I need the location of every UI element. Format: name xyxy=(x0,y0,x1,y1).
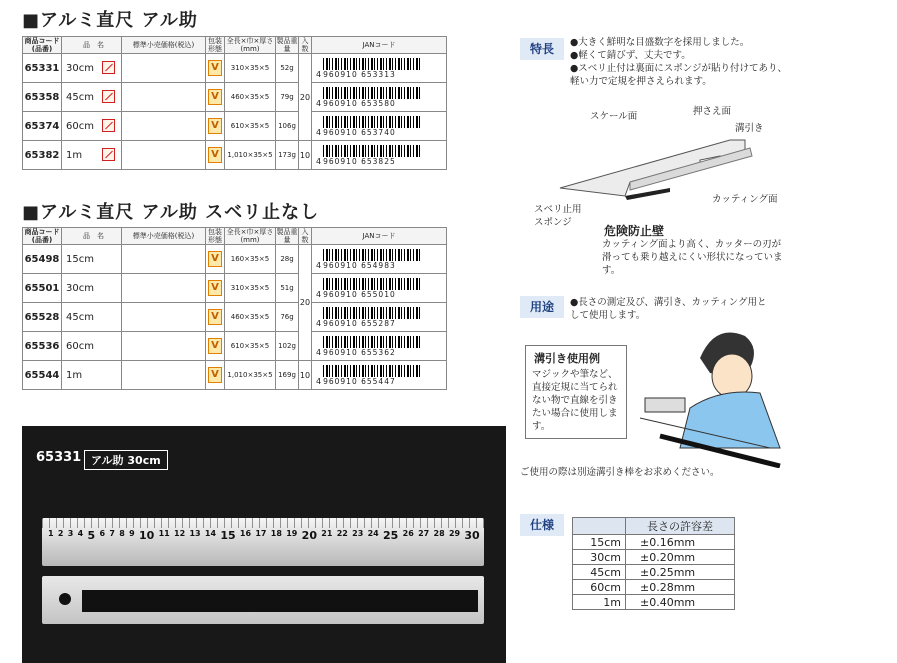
product-name xyxy=(62,274,122,303)
jan-cell xyxy=(312,361,447,390)
product-name-text: 60cm xyxy=(66,120,94,132)
label-sponge: スベリ止用 スポンジ xyxy=(534,204,582,228)
product-name xyxy=(62,83,122,112)
qty-cell: 10 xyxy=(299,141,312,170)
jan-digits: 960910 653825 xyxy=(323,157,396,166)
spec-row xyxy=(573,595,735,610)
jan-digits: 960910 653313 xyxy=(323,70,396,79)
product-table-2 xyxy=(22,227,447,390)
scale-number: 1 xyxy=(48,529,54,538)
jan-lead: 4 xyxy=(316,157,322,166)
scale-number: 21 xyxy=(321,529,333,538)
new-price-tag-icon xyxy=(102,148,115,161)
barcode xyxy=(312,248,446,270)
new-price-tag-icon xyxy=(102,119,115,132)
table-row xyxy=(23,54,447,83)
weight-cell: 52g xyxy=(276,54,299,83)
label-press-face: 押さえ面 xyxy=(693,106,732,117)
barcode-stripes xyxy=(323,249,421,261)
product-code: 65528 xyxy=(23,303,62,332)
scale-number: 27 xyxy=(418,529,430,538)
scale-number: 8 xyxy=(119,529,125,538)
spec-length: 1m xyxy=(573,595,626,610)
table-row xyxy=(23,361,447,390)
barcode-stripes xyxy=(323,58,421,70)
usage-illustration xyxy=(620,318,785,468)
product-name-text: 1m xyxy=(66,149,83,161)
pack-v-icon: V xyxy=(208,367,222,383)
spec-tolerance: ±0.20mm xyxy=(626,550,735,565)
pack-v-icon: V xyxy=(208,338,222,354)
pack-v-icon: V xyxy=(208,251,222,267)
dim-cell: 160×35×5 xyxy=(225,245,276,274)
barcode xyxy=(312,335,446,357)
spec-tolerance: ±0.28mm xyxy=(626,580,735,595)
barcode xyxy=(312,306,446,328)
jan-lead: 4 xyxy=(316,290,322,299)
barcode xyxy=(312,364,446,386)
label-cutting-face: カッティング面 xyxy=(712,194,778,205)
feature-item: ●大きく鮮明な目盛数字を採用しました。 xyxy=(570,37,750,48)
scale-number: 24 xyxy=(367,529,379,538)
jan-digits: 960910 653740 xyxy=(323,128,396,137)
product-name xyxy=(62,303,122,332)
scale-number: 25 xyxy=(383,529,399,542)
price-cell xyxy=(122,361,206,390)
table-row xyxy=(23,112,447,141)
scale-number: 23 xyxy=(352,529,364,538)
spec-length: 60cm xyxy=(573,580,626,595)
jan-lead: 4 xyxy=(316,348,322,357)
header-name: 品 名 xyxy=(62,228,122,245)
barcode xyxy=(312,115,446,137)
header-price: 標準小売価格(税込) xyxy=(122,228,206,245)
scale-numbers xyxy=(48,529,480,543)
table-row xyxy=(23,303,447,332)
pack-cell xyxy=(206,303,225,332)
scale-number: 26 xyxy=(402,529,414,538)
new-price-tag-icon xyxy=(102,90,115,103)
dim-cell: 310×35×5 xyxy=(225,54,276,83)
dim-cell: 610×35×5 xyxy=(225,332,276,361)
ruler-front xyxy=(42,518,484,566)
weight-cell: 169g xyxy=(276,361,299,390)
scale-number: 19 xyxy=(286,529,298,538)
feature-item: ●スベリ止付は裏面にスポンジが貼り付けてあり、軽い力で定規を押さえられます。 xyxy=(570,63,788,87)
spec-row xyxy=(573,550,735,565)
jan-lead: 4 xyxy=(316,261,322,270)
barcode-stripes xyxy=(323,307,421,319)
product-name-text: 30cm xyxy=(66,62,94,74)
example-title: 溝引き使用例 xyxy=(534,352,600,365)
usage-label: 用途 xyxy=(520,296,564,318)
photo-code: 65331 xyxy=(36,450,82,465)
pack-cell xyxy=(206,83,225,112)
jan-lead: 4 xyxy=(316,70,322,79)
price-cell xyxy=(122,245,206,274)
product-code: 65358 xyxy=(23,83,62,112)
section1-title: ■アルミ直尺 アル助 xyxy=(22,10,198,31)
example-text: マジックや筆など、直接定規に当てられない物で直線を引きたい場合に使用します。 xyxy=(532,369,618,432)
scale-number: 13 xyxy=(189,529,201,538)
product-name xyxy=(62,54,122,83)
example-box xyxy=(525,345,627,439)
pack-v-icon: V xyxy=(208,118,222,134)
qty-cell: 20 xyxy=(299,54,312,141)
dim-cell: 460×35×5 xyxy=(225,303,276,332)
jan-cell xyxy=(312,112,447,141)
table-row xyxy=(23,332,447,361)
product-name-text: 45cm xyxy=(66,91,94,103)
barcode-stripes xyxy=(323,145,421,157)
weight-cell: 79g xyxy=(276,83,299,112)
jan-lead: 4 xyxy=(316,99,322,108)
jan-digits: 960910 655010 xyxy=(323,290,396,299)
header-price: 標準小売価格(税込) xyxy=(122,37,206,54)
scale-number: 14 xyxy=(204,529,217,538)
spec-label: 仕様 xyxy=(520,514,564,536)
new-price-tag-icon xyxy=(102,61,115,74)
qty-cell: 10 xyxy=(299,361,312,390)
dim-cell: 310×35×5 xyxy=(225,274,276,303)
product-name xyxy=(62,141,122,170)
product-name-text: 15cm xyxy=(66,253,94,265)
header-dim: 全長×巾×厚さ (mm) xyxy=(225,228,276,245)
spec-row xyxy=(573,565,735,580)
scale-number: 10 xyxy=(138,529,155,542)
barcode xyxy=(312,57,446,79)
ruler-back xyxy=(42,576,484,624)
product-photo xyxy=(22,426,506,663)
dim-cell: 460×35×5 xyxy=(225,83,276,112)
scale-number: 20 xyxy=(301,529,317,542)
jan-cell xyxy=(312,54,447,83)
price-cell xyxy=(122,303,206,332)
spec-header: 長さの許容差 xyxy=(626,518,735,535)
scale-number: 17 xyxy=(255,529,267,538)
jan-digits: 960910 654983 xyxy=(323,261,396,270)
jan-digits: 960910 655287 xyxy=(323,319,396,328)
barcode-stripes xyxy=(323,278,421,290)
pack-cell xyxy=(206,54,225,83)
header-jan: JANコード xyxy=(312,228,447,245)
barcode xyxy=(312,277,446,299)
pack-cell xyxy=(206,245,225,274)
scale-number: 18 xyxy=(270,529,282,538)
weight-cell: 51g xyxy=(276,274,299,303)
photo-label: アル助 30cm xyxy=(84,450,168,470)
jan-lead: 4 xyxy=(316,377,322,386)
pack-cell xyxy=(206,112,225,141)
header-pack: 包装 形態 xyxy=(206,228,225,245)
scale-number: 15 xyxy=(220,529,236,542)
features-label: 特長 xyxy=(520,38,564,60)
barcode-stripes xyxy=(323,365,421,377)
danger-text: カッティング面より高く、カッターの刃が滑っても乗り越えにくい形状になっています。 xyxy=(602,239,783,276)
spec-row xyxy=(573,580,735,595)
jan-lead: 4 xyxy=(316,128,322,137)
spec-length: 45cm xyxy=(573,565,626,580)
usage-text: ●長さの測定及び、溝引き、カッティング用として使用します。 xyxy=(570,297,767,321)
weight-cell: 28g xyxy=(276,245,299,274)
dim-cell: 1,010×35×5 xyxy=(225,141,276,170)
scale-number: 28 xyxy=(433,529,445,538)
header-dim: 全長×巾×厚さ (mm) xyxy=(225,37,276,54)
product-name xyxy=(62,332,122,361)
product-code: 65382 xyxy=(23,141,62,170)
weight-cell: 173g xyxy=(276,141,299,170)
jan-cell xyxy=(312,245,447,274)
product-code: 65536 xyxy=(23,332,62,361)
table-row xyxy=(23,83,447,112)
scale-number: 29 xyxy=(448,529,461,538)
scale-number: 3 xyxy=(67,529,74,538)
price-cell xyxy=(122,274,206,303)
product-name xyxy=(62,112,122,141)
product-code: 65544 xyxy=(23,361,62,390)
header-jan: JANコード xyxy=(312,37,447,54)
price-cell xyxy=(122,332,206,361)
pack-v-icon: V xyxy=(208,309,222,325)
weight-cell: 102g xyxy=(276,332,299,361)
product-table-1 xyxy=(22,36,447,170)
section2-title: ■アルミ直尺 アル助 スベリ止なし xyxy=(22,202,320,223)
header-code: 商品コード (品番) xyxy=(24,37,60,53)
jan-cell xyxy=(312,141,447,170)
scale-number: 16 xyxy=(239,529,252,538)
price-cell xyxy=(122,54,206,83)
danger-title: 危険防止壁 xyxy=(604,224,665,238)
jan-cell xyxy=(312,332,447,361)
pack-cell xyxy=(206,274,225,303)
usage-note: ご使用の際は別途溝引き棒をお求めください。 xyxy=(520,467,720,478)
label-scale-face: スケール面 xyxy=(590,111,638,122)
feature-item: ●軽くて錆びず、丈夫です。 xyxy=(570,50,691,61)
barcode xyxy=(312,144,446,166)
product-name-text: 1m xyxy=(66,369,83,381)
product-name-text: 60cm xyxy=(66,340,94,352)
product-name xyxy=(62,361,122,390)
barcode xyxy=(312,86,446,108)
spec-len-header-blank xyxy=(573,518,626,535)
weight-cell: 76g xyxy=(276,303,299,332)
scale-number: 22 xyxy=(336,529,348,538)
jan-digits: 960910 655447 xyxy=(323,377,396,386)
scale-number: 30 xyxy=(464,529,480,542)
pack-v-icon: V xyxy=(208,147,222,163)
scale-number: 7 xyxy=(109,529,115,538)
price-cell xyxy=(122,141,206,170)
pack-cell xyxy=(206,141,225,170)
product-name-text: 45cm xyxy=(66,311,94,323)
hanging-hole xyxy=(59,593,71,605)
features-list xyxy=(570,36,792,88)
jan-lead: 4 xyxy=(316,319,322,328)
scale-number: 11 xyxy=(158,529,170,538)
product-code: 65331 xyxy=(23,54,62,83)
scale-number: 2 xyxy=(57,529,64,538)
scale-number: 9 xyxy=(129,529,135,538)
sponge-strip xyxy=(82,590,478,612)
jan-digits: 960910 655362 xyxy=(323,348,396,357)
qty-cell: 20 xyxy=(299,245,312,361)
barcode-stripes xyxy=(323,87,421,99)
price-cell xyxy=(122,112,206,141)
jan-digits: 960910 653580 xyxy=(323,99,396,108)
spec-table xyxy=(572,517,735,610)
product-code: 65501 xyxy=(23,274,62,303)
label-groove: 溝引き xyxy=(735,123,764,134)
spec-tolerance: ±0.25mm xyxy=(626,565,735,580)
weight-cell: 106g xyxy=(276,112,299,141)
table-row xyxy=(23,245,447,274)
header-weight: 製品重量 xyxy=(276,228,298,244)
pack-v-icon: V xyxy=(208,89,222,105)
product-name-text: 30cm xyxy=(66,282,94,294)
jan-cell xyxy=(312,303,447,332)
jan-cell xyxy=(312,274,447,303)
product-code: 65498 xyxy=(23,245,62,274)
table-row xyxy=(23,274,447,303)
scale-number: 4 xyxy=(77,529,84,538)
dim-cell: 1,010×35×5 xyxy=(225,361,276,390)
header-name: 品 名 xyxy=(62,37,122,54)
header-code: 商品コード (品番) xyxy=(24,228,60,244)
pack-v-icon: V xyxy=(208,280,222,296)
table-row xyxy=(23,141,447,170)
scale-number: 6 xyxy=(99,529,106,538)
spec-row xyxy=(573,535,735,550)
header-qty: 入数 xyxy=(299,228,312,245)
price-cell xyxy=(122,83,206,112)
jan-cell xyxy=(312,83,447,112)
pack-v-icon: V xyxy=(208,60,222,76)
product-code: 65374 xyxy=(23,112,62,141)
header-weight: 製品重量 xyxy=(276,37,298,53)
header-pack: 包装 形態 xyxy=(206,37,225,54)
pack-cell xyxy=(206,332,225,361)
spec-length: 15cm xyxy=(573,535,626,550)
dim-cell: 610×35×5 xyxy=(225,112,276,141)
header-qty: 入数 xyxy=(299,37,312,54)
pack-cell xyxy=(206,361,225,390)
barcode-stripes xyxy=(323,336,421,348)
product-name xyxy=(62,245,122,274)
barcode-stripes xyxy=(323,116,421,128)
spec-tolerance: ±0.40mm xyxy=(626,595,735,610)
scale-number: 12 xyxy=(174,529,186,538)
spec-tolerance: ±0.16mm xyxy=(626,535,735,550)
scale-number: 5 xyxy=(87,529,96,542)
spec-length: 30cm xyxy=(573,550,626,565)
